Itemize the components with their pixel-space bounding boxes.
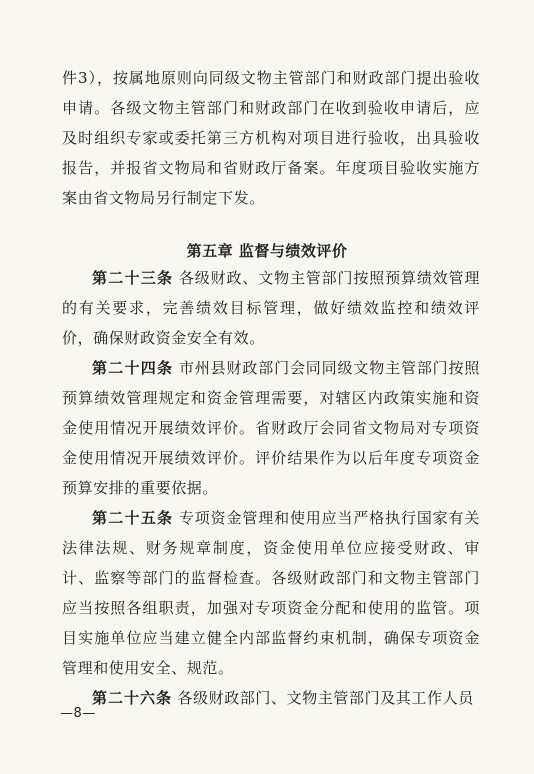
- continuation-paragraph-block: [62, 63, 480, 213]
- article-23: [62, 263, 480, 353]
- article-25-text: 专项资金管理和使用应当严格执行国家有关法律法规、财务规章制度，资金使用单位应接受财政、审计、监察等部门的监督检查。各级财政部门和文物主管部门应当按照各组职责，加强对专项资金分配和使用的监管。项目实施单位应当建立健全内部监督约束机制，确保专项资金管理和使用安全、规范。: [62, 509, 480, 677]
- article-23-block: [62, 263, 480, 353]
- article-26: [62, 683, 480, 713]
- article-23-text: 各级财政、文物主管部门按照预算绩效管理的有关要求，完善绩效目标管理，做好绩效监控和绩效评价，确保财政资金安全有效。: [62, 269, 480, 347]
- article-24: [62, 353, 480, 503]
- page-number: —8—: [60, 706, 96, 721]
- article-24-number: 第二十四条: [92, 359, 174, 377]
- article-23-number: 第二十三条: [92, 269, 174, 287]
- article-26-text: 各级财政部门、文物主管部门及其工作人员: [177, 689, 474, 707]
- article-24-text: 市州县财政部门会同同级文物主管部门按照预算绩效管理规定和资金管理需要，对辖区内政策实施和资金使用情况开展绩效评价。省财政厅会同省文物局对专项资金使用情况开展绩效评价。评价结果作为以后年度专项资金预算安排的重要依据。: [62, 359, 480, 497]
- article-25-block: [62, 503, 480, 683]
- article-24-block: [62, 353, 480, 503]
- article-26-block: [62, 683, 480, 713]
- chapter-title: 第五章 监督与绩效评价: [186, 242, 348, 260]
- article-25-number: 第二十五条: [92, 509, 174, 527]
- continuation-paragraph: 件3），按属地原则向同级文物主管部门和财政部门提出验收申请。各级文物主管部门和财政部门在收到验收申请后，应及时组织专家或委托第三方机构对项目进行验收，出具验收报告，并报省文物局和省财政厅备案。年度项目验收实施方案由省文物局另行制定下发。: [62, 69, 480, 207]
- article-26-number: 第二十六条: [92, 689, 173, 707]
- article-25: [62, 503, 480, 683]
